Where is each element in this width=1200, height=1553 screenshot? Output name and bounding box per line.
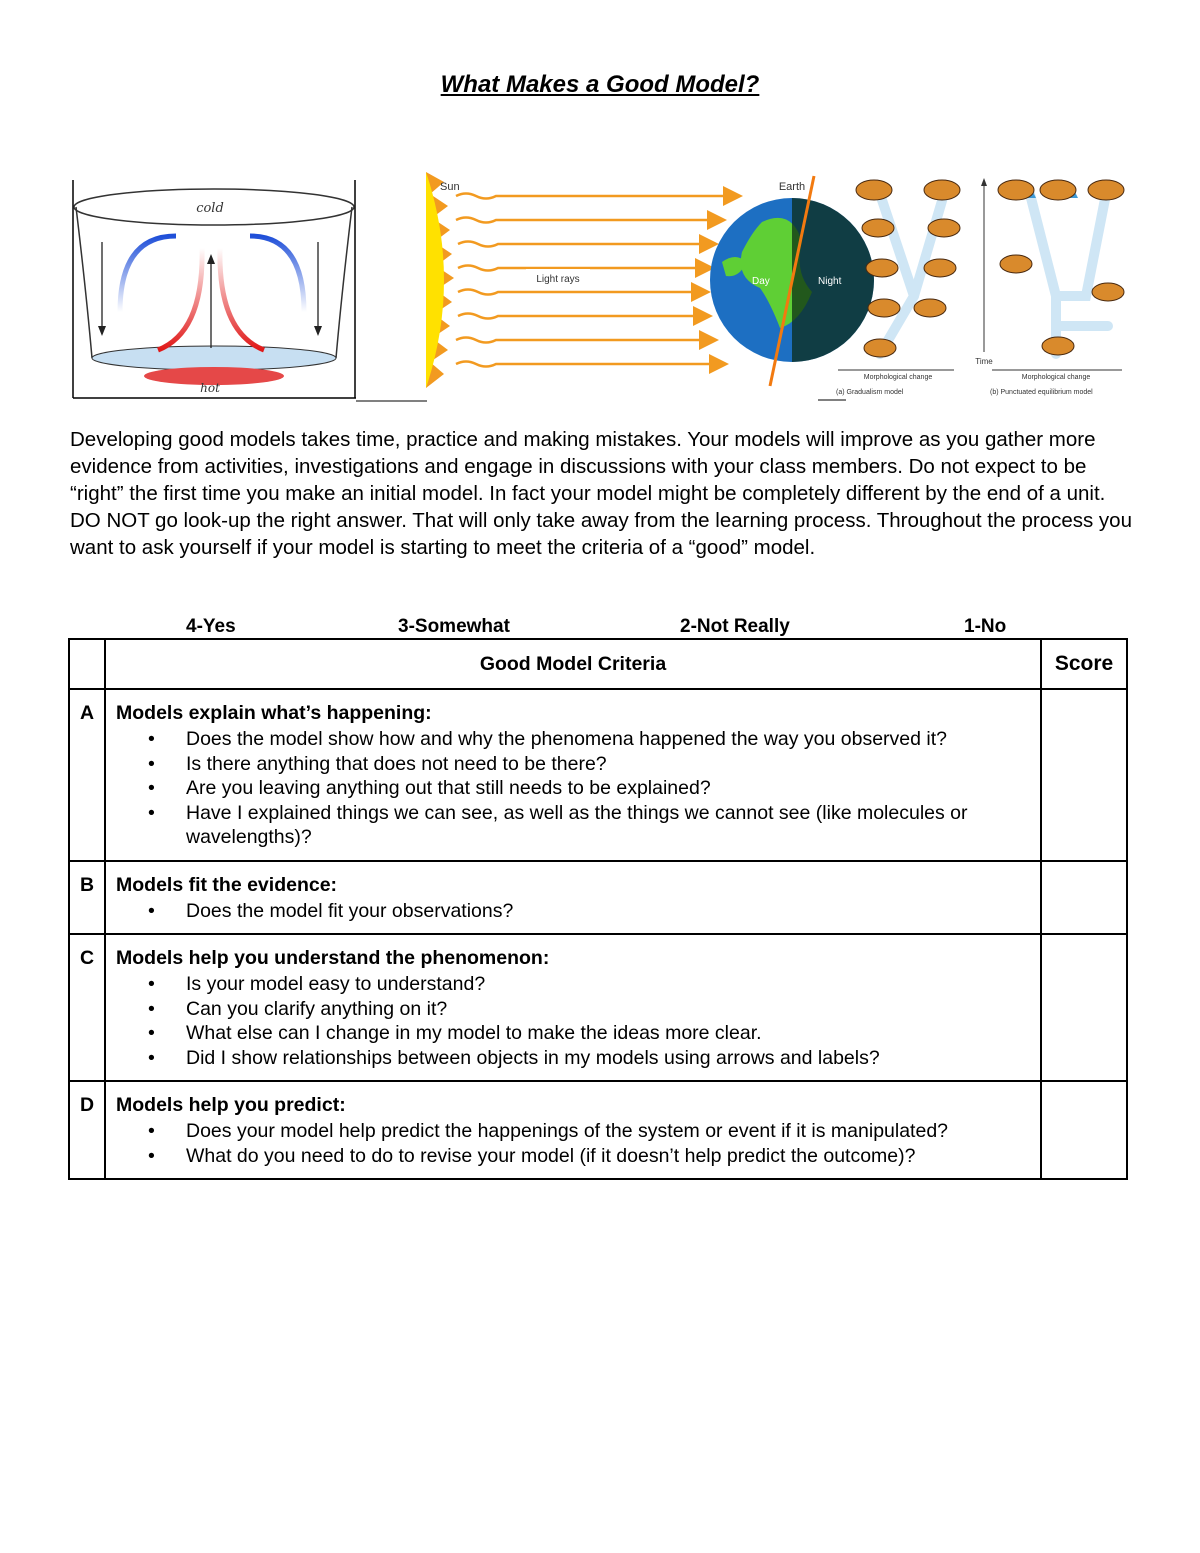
list-item: • What else can I change in my model to make the ideas more clear. <box>186 1021 1030 1046</box>
criteria-bullets <box>116 727 1030 850</box>
row-letter: A <box>69 689 105 861</box>
night-label: Night <box>818 276 842 287</box>
scale-no: 1-No <box>964 616 1007 637</box>
hot-label: hot <box>200 381 220 395</box>
criteria-heading: Models help you understand the phenomenon: <box>116 947 550 969</box>
row-letter: C <box>69 934 105 1081</box>
criteria-heading: Models fit the evidence: <box>116 873 338 896</box>
criteria-table <box>68 638 1128 1180</box>
criteria-header: Good Model Criteria <box>105 639 1041 689</box>
list-item: • Can you clarify anything on it? <box>186 997 1030 1022</box>
list-item: • Does the model show how and why the phenomena happened the way you observed it? <box>186 727 1030 752</box>
list-item: • Does your model help predict the happenings of the system or event if it is manipulated? <box>186 1119 1030 1144</box>
table-row <box>69 934 1127 1081</box>
criteria-heading: Models help you predict: <box>116 1094 346 1116</box>
row-letter: B <box>69 861 105 935</box>
table-row <box>69 689 1127 861</box>
time-label: Time <box>975 357 993 366</box>
model-figures <box>72 172 1142 404</box>
score-input-cell[interactable] <box>1041 934 1127 1081</box>
list-item: • Is there anything that does not need to be there? <box>186 752 1030 777</box>
score-input-cell[interactable] <box>1041 861 1127 935</box>
convection-figure <box>72 180 427 402</box>
evolution-figure <box>818 176 1142 404</box>
intro-paragraph: Developing good models takes time, practice and making mistakes. Your models will improve as you gather more evidence from activities, investigations and engage in discussions with your class members. Do not expect to be “right” the first time you make an initial model. In fact your model might be completely different by the end of a unit. DO NOT go look-up the right answer. That will only take away from the learning process. Throughout the process you want to ask yourself if your model is starting to meet the criteria of a “good” model. <box>70 428 1132 559</box>
earth-label: Earth <box>778 181 806 193</box>
right-axis-label: Morphological change <box>1021 374 1091 381</box>
scale-somewhat: 3-Somewhat <box>398 616 510 637</box>
criteria-cell <box>105 934 1041 1081</box>
cold-label: cold <box>196 201 224 216</box>
score-header: Score <box>1041 639 1127 689</box>
sun-label: Sun <box>440 181 460 193</box>
criteria-cell <box>105 861 1041 935</box>
right-caption: (b) Punctuated equilibrium model <box>990 389 1093 396</box>
left-caption: (a) Gradualism model <box>836 389 904 396</box>
list-item: • Is your model easy to understand? <box>186 972 1030 997</box>
light-rays-label: Light rays <box>536 274 580 285</box>
criteria-bullets <box>116 1119 1030 1168</box>
sun-earth-figure <box>422 172 842 404</box>
list-item: • Are you leaving anything out that still needs to be explained? <box>186 776 1030 801</box>
scale-yes: 4-Yes <box>186 616 236 637</box>
list-item: • Did I show relationships between objects in my models using arrows and labels? <box>186 1046 1030 1071</box>
scale-not-really: 2-Not Really <box>680 616 790 637</box>
day-label: Day <box>752 276 770 287</box>
score-input-cell[interactable] <box>1041 689 1127 861</box>
list-item: • What do you need to do to revise your model (if it doesn’t help predict the outcome)? <box>186 1144 1030 1169</box>
left-axis-label: Morphological change <box>863 374 933 381</box>
list-item: • Does the model fit your observations? <box>186 899 1030 924</box>
table-row <box>69 861 1127 935</box>
table-header-row <box>69 639 1127 689</box>
row-letter: D <box>69 1081 105 1179</box>
criteria-heading: Models explain what’s happening: <box>116 702 432 724</box>
list-item: • Have I explained things we can see, as well as the things we cannot see (like molecules or wavelengths)? <box>186 801 1030 850</box>
score-input-cell[interactable] <box>1041 1081 1127 1179</box>
criteria-cell <box>105 689 1041 861</box>
criteria-cell <box>105 1081 1041 1179</box>
criteria-bullets <box>116 972 1030 1070</box>
table-row <box>69 1081 1127 1179</box>
page-title: What Makes a Good Model? <box>440 71 760 98</box>
criteria-bullets <box>116 899 1030 924</box>
